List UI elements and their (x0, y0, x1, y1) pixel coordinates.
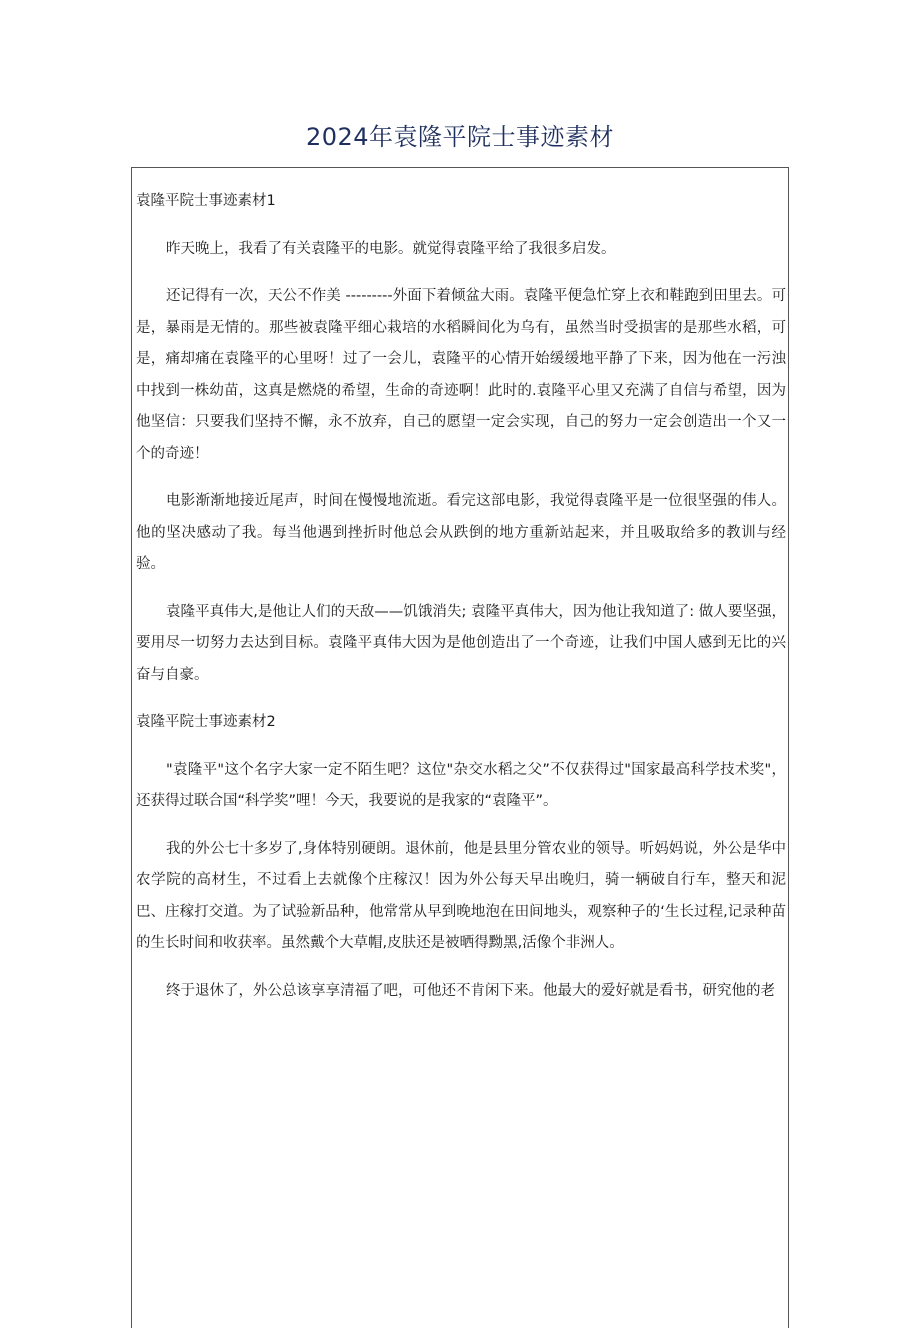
paragraph: 昨天晚上，我看了有关袁隆平的电影。就觉得袁隆平给了我很多启发。 (166, 240, 616, 257)
document-title: 2024年袁隆平院士事迹素材 (305, 123, 615, 151)
document-body (136, 186, 786, 1023)
section-heading: 袁隆平院士事迹素材1 (136, 193, 276, 209)
paragraph: 终于退休了，外公总该享享清福了吧，可他还不肯闲下来。他最大的爱好就是看书，研究他的老 (166, 982, 775, 999)
paragraph: 袁隆平真伟大,是他让人们的天敌——饥饿消失; 袁隆平真伟大，因为他让我知道了: 做人要坚强，要用尽一切努力去达到目标。袁隆平真伟大因为是他创造出了一个奇迹，让我们中国人感到无比的兴奋与自豪。 (136, 603, 786, 683)
paragraph: "袁隆平"这个名字大家一定不陌生吧？这位"杂交水稻之父”不仅获得过"国家最高科学技术奖"，还获得过联合国“科学奖”哩！今天，我要说的是我家的“袁隆平”。 (136, 761, 786, 809)
section-heading: 袁隆平院士事迹素材2 (136, 714, 276, 730)
paragraph: 电影渐渐地接近尾声，时间在慢慢地流逝。看完这部电影，我觉得袁隆平是一位很坚强的伟人。他的坚决感动了我。每当他遇到挫折时他总会从跌倒的地方重新站起来，并且吸取给多的教训与经验。 (136, 493, 786, 572)
paragraph: 还记得有一次，天公不作美 ---------外面下着倾盆大雨。袁隆平便急忙穿上衣和鞋跑到田里去。可是，暴雨是无情的。那些被袁隆平细心栽培的水稻瞬间化为乌有，虽然当时受损害的是那些水稻，可是，痛却痛在袁隆平的心里呀！过了一会儿，袁隆平的心情开始缓缓地平静了下来，因为他在一污浊中找到一株幼苗，这真是燃烧的希望，生命的奇迹啊！此时的.袁隆平心里又充满了自信与希望，因为他坚信：只要我们坚持不懈，永不放弃，自己的愿望一定会实现，自己的努力一定会创造出一个又一个的奇迹！ (136, 288, 786, 462)
paragraph: 我的外公七十多岁了,身体特别硬朗。退休前，他是县里分管农业的领导。听妈妈说，外公是华中农学院的高材生，不过看上去就像个庄稼汉！因为外公每天早出晚归，骑一辆破自行车，整天和泥巴、庄稼打交道。为了试验新品种，他常常从早到晚地泡在田间地头，观察种子的‘生长过程,记录种苗的生长时间和收获率。虽然戴个大草帽,皮肤还是被晒得黝黑,活像个非洲人。 (136, 840, 786, 951)
